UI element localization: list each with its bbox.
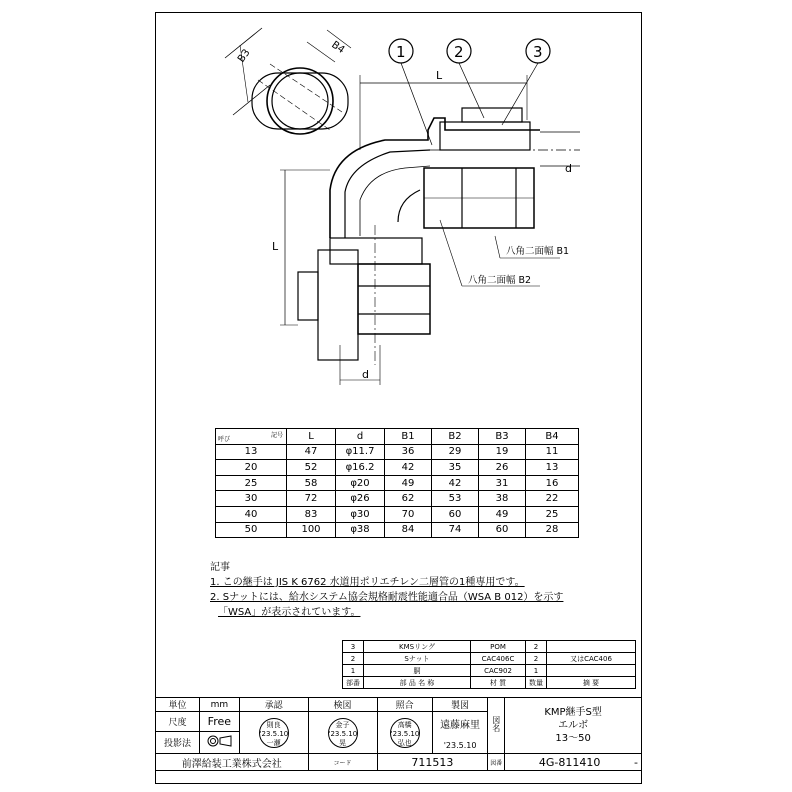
- size-cell: 20: [216, 460, 287, 476]
- code-value: 711513: [377, 754, 488, 771]
- scale-label: 尺度: [156, 712, 200, 732]
- corner-bottom: 呼び: [218, 435, 231, 443]
- parts-cell: [547, 641, 636, 653]
- unit-value: mm: [200, 698, 240, 712]
- value-cell: 53: [432, 491, 479, 507]
- parts-header-name: 部 品 名 称: [364, 677, 471, 689]
- col-L: L: [287, 429, 336, 445]
- label-B2: 八角二面幅 B2: [468, 275, 532, 286]
- check-label: 検図: [308, 698, 377, 712]
- value-cell: φ38: [336, 522, 385, 538]
- parts-cell: 又はCAC406: [547, 653, 636, 665]
- notes-title: 記事: [210, 562, 230, 573]
- table-header-row: [216, 429, 579, 445]
- value-cell: 84: [385, 522, 432, 538]
- dim-d-right: d: [565, 162, 572, 175]
- parts-cell: POM: [471, 641, 526, 653]
- revision: -: [634, 755, 638, 769]
- dim-d-bottom: d: [362, 368, 369, 381]
- draw-date: '23.5.10: [443, 740, 477, 750]
- size-cell: 40: [216, 506, 287, 522]
- value-cell: 49: [479, 506, 526, 522]
- parts-cell: 3: [343, 641, 364, 653]
- parts-cell: KMSリング: [364, 641, 471, 653]
- approve-stamp: 則良 '23.5.10 一瀬: [239, 712, 308, 754]
- value-cell: φ30: [336, 506, 385, 522]
- table-row: [216, 475, 579, 491]
- value-cell: 29: [432, 444, 479, 460]
- company-name: 前澤給装工業株式会社: [156, 754, 309, 771]
- value-cell: 42: [385, 460, 432, 476]
- parts-cell: 2: [343, 653, 364, 665]
- table-row: [216, 444, 579, 460]
- note-line-1: 1. この継手は JIS K 6762 水道用ポリエチレン二層管の1種専用です。: [210, 577, 525, 588]
- value-cell: 60: [432, 506, 479, 522]
- value-cell: 11: [526, 444, 579, 460]
- projection-label: 投影法: [156, 732, 200, 754]
- table-row: [216, 506, 579, 522]
- title-block: [155, 697, 642, 771]
- dim-L-left: L: [272, 240, 279, 253]
- value-cell: 100: [287, 522, 336, 538]
- product-line-3: 13～50: [555, 733, 591, 744]
- check-stamp: 金子 '23.5.10 晃: [308, 712, 377, 754]
- table-row: [216, 491, 579, 507]
- value-cell: 74: [432, 522, 479, 538]
- dim-L-top: L: [436, 69, 443, 82]
- value-cell: 83: [287, 506, 336, 522]
- value-cell: 26: [479, 460, 526, 476]
- col-B1: B1: [385, 429, 432, 445]
- verify-stamp: 高橋 '23.5.10 弘也: [377, 712, 432, 754]
- product-line-2: エルボ: [558, 720, 589, 731]
- unit-label: 単位: [156, 698, 200, 712]
- parts-header-material: 材 質: [471, 677, 526, 689]
- parts-header-no: 部番: [343, 677, 364, 689]
- value-cell: φ16.2: [336, 460, 385, 476]
- projection-symbol-icon: [200, 732, 240, 754]
- corner-top: 記号: [270, 432, 283, 439]
- parts-row: [343, 653, 636, 665]
- note-line-3: 「WSA」が表示されています。: [218, 607, 361, 618]
- drawing-no-cell: [505, 754, 642, 771]
- value-cell: 36: [385, 444, 432, 460]
- size-cell: 30: [216, 491, 287, 507]
- value-cell: φ26: [336, 491, 385, 507]
- parts-cell: 2: [526, 653, 547, 665]
- parts-header-qty: 数量: [526, 677, 547, 689]
- dimensions-table: [215, 428, 579, 538]
- value-cell: 38: [479, 491, 526, 507]
- parts-row: [343, 641, 636, 653]
- size-cell: 50: [216, 522, 287, 538]
- verify-label: 照合: [377, 698, 432, 712]
- parts-cell: 胴: [364, 665, 471, 677]
- parts-cell: CAC902: [471, 665, 526, 677]
- corner-cell: [216, 429, 287, 445]
- note-line-2: 2. Sナットには、給水システム協会規格耐震性能適合品（WSA B 012）を示す: [210, 592, 564, 603]
- parts-row: [343, 665, 636, 677]
- parts-cell: Sナット: [364, 653, 471, 665]
- value-cell: 16: [526, 475, 579, 491]
- size-cell: 25: [216, 475, 287, 491]
- draw-label: 製図: [432, 698, 487, 712]
- value-cell: 28: [526, 522, 579, 538]
- balloon-1: 1: [396, 43, 406, 61]
- approve-label: 承認: [239, 698, 308, 712]
- value-cell: 70: [385, 506, 432, 522]
- drafter-cell: [432, 712, 487, 754]
- value-cell: 25: [526, 506, 579, 522]
- scale-value: Free: [200, 712, 240, 732]
- table-row: [216, 522, 579, 538]
- dim-B4: B4: [329, 39, 347, 57]
- code-label: コード: [308, 754, 377, 771]
- value-cell: φ11.7: [336, 444, 385, 460]
- value-cell: 72: [287, 491, 336, 507]
- table-row: [216, 460, 579, 476]
- value-cell: 22: [526, 491, 579, 507]
- col-B4: B4: [526, 429, 579, 445]
- col-B3: B3: [479, 429, 526, 445]
- value-cell: 58: [287, 475, 336, 491]
- parts-cell: [547, 665, 636, 677]
- parts-cell: CAC406C: [471, 653, 526, 665]
- drawing-no: 4G-811410: [538, 755, 601, 769]
- parts-cell: 1: [343, 665, 364, 677]
- label-B1: 八角二面幅 B1: [506, 246, 570, 257]
- parts-header-remark: 摘 要: [547, 677, 636, 689]
- parts-list: [342, 640, 636, 689]
- fig-name-label: 図名: [488, 698, 505, 754]
- value-cell: 60: [479, 522, 526, 538]
- value-cell: 42: [432, 475, 479, 491]
- col-d: d: [336, 429, 385, 445]
- dim-B3: B3: [236, 47, 253, 65]
- value-cell: 13: [526, 460, 579, 476]
- product-name: [505, 698, 642, 754]
- parts-cell: 2: [526, 641, 547, 653]
- size-cell: 13: [216, 444, 287, 460]
- balloon-2: 2: [454, 43, 464, 61]
- value-cell: 19: [479, 444, 526, 460]
- drafter-name: 遠藤麻里: [440, 719, 481, 731]
- col-B2: B2: [432, 429, 479, 445]
- notes: [210, 560, 563, 620]
- value-cell: 52: [287, 460, 336, 476]
- value-cell: φ20: [336, 475, 385, 491]
- parts-header-row: [343, 677, 636, 689]
- value-cell: 47: [287, 444, 336, 460]
- product-line-1: KMP継手S型: [544, 707, 602, 718]
- value-cell: 31: [479, 475, 526, 491]
- value-cell: 49: [385, 475, 432, 491]
- parts-cell: 1: [526, 665, 547, 677]
- value-cell: 35: [432, 460, 479, 476]
- balloon-3: 3: [533, 43, 543, 61]
- drawing-no-label: 図番: [488, 754, 505, 771]
- value-cell: 62: [385, 491, 432, 507]
